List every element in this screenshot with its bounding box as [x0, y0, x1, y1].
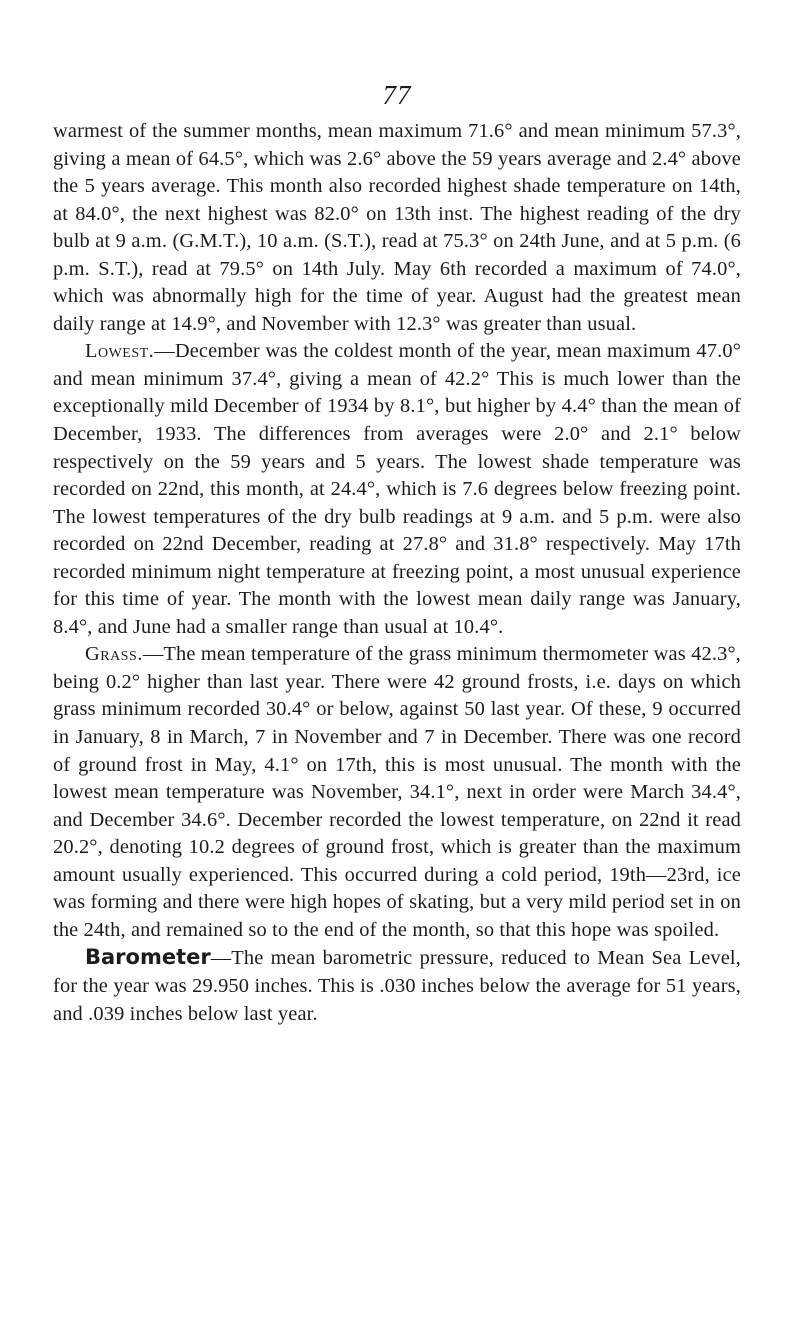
paragraph-text: —The mean temperature of the grass minimum thermometer was 42.3°, being 0.2° higher than last year. There were 42 ground frosts, i.e. days on which grass minimum recorded 30.4° or below, against 50 last year. Of these, 9 occurred in January, 8 in March, 7 in November and 7 in December. There was one record of ground frost in May, 4.1° on 17th, this is most unusual. The month with the lowest mean temperature was November, 34.1°, next in order were March 34.4°, and December 34.6°. December recorded the lowest temperature, on 22nd it read 20.2°, denoting 10.2 degrees of ground frost, which is greater than the maximum amount usually experienced. This occurred during a cold period, 19th—23rd, ice was forming and there were high hopes of skating, but a very mild period set in on the 24th, and remained so to the end of the month, so that this hope was spoiled.: [53, 643, 741, 941]
paragraph-grass: [53, 641, 741, 944]
paragraph-lowest: [53, 338, 741, 641]
section-heading-grass: Grass.: [85, 643, 143, 666]
section-heading-barometer: Barometer: [85, 945, 211, 970]
paragraph-warmest: [53, 118, 741, 338]
paragraph-text: —December was the coldest month of the year, mean maximum 47.0° and mean minimum 37.4°, giving a mean of 42.2° This is much lower than the exceptionally mild December of 1934 by 8.1°, but higher by 4.4° than the mean of December, 1933. The differences from averages were 2.0° and 2.1° below respectively on the 59 years and 5 years. The lowest shade temperature was recorded on 22nd, this month, at 24.4°, which is 7.6 degrees below freezing point. The lowest temperatures of the dry bulb readings at 9 a.m. and 5 p.m. were also recorded on 22nd December, reading at 27.8° and 31.8° respectively. May 17th recorded minimum night temperature at freezing point, a most unusual experience for this time of year. The month with the lowest mean daily range was January, 8.4°, and June had a smaller range than usual at 10.4°.: [53, 340, 741, 638]
section-heading-lowest: Lowest.: [85, 340, 155, 363]
paragraph-text: warmest of the summer months, mean maximum 71.6° and mean minimum 57.3°, giving a mean of 64.5°, which was 2.6° above the 59 years average and 2.4° above the 5 years average. This month also recorded highest shade temperature on 14th, at 84.0°, the next highest was 82.0° on 13th inst. The highest reading of the dry bulb at 9 a.m. (G.M.T.), 10 a.m. (S.T.), read at 75.3° on 24th June, and at 5 p.m. (6 p.m. S.T.), read at 79.5° on 14th July. May 6th recorded a maximum of 74.0°, which was abnormally high for the time of year. August had the greatest mean daily range at 14.9°, and November with 12.3° was greater than usual.: [53, 120, 741, 335]
page-number: 77: [382, 80, 412, 110]
paragraph-barometer: [53, 944, 741, 1028]
paragraph-text: —The mean barometric pressure, reduced to Mean Sea Level, for the year was 29.950 inches. This is .030 inches below the average for 51 years, and .039 inches below last year.: [53, 947, 741, 1025]
